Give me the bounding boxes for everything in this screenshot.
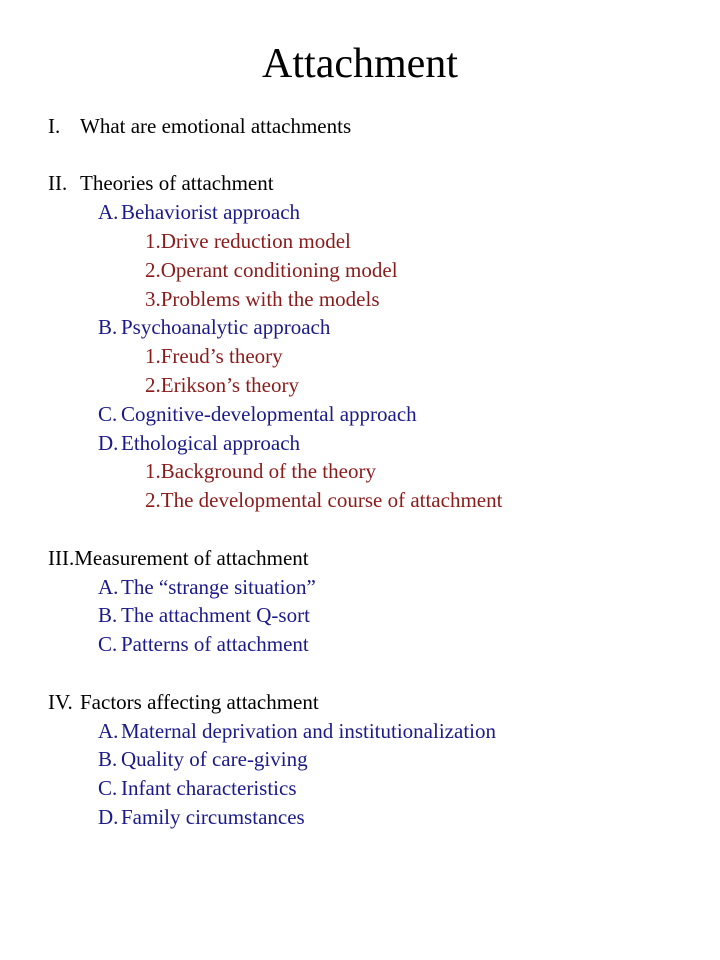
outline-item-number: 1. [145, 459, 161, 483]
outline-item-number: IV. [48, 690, 73, 714]
outline-item-number: I. [48, 114, 61, 138]
outline-item-text: Factors affecting attachment [80, 690, 319, 714]
outline-item-number: II. [48, 171, 68, 195]
outline-item-number: D. [98, 805, 119, 829]
outline-item-text: Drive reduction model [160, 229, 351, 253]
outline-item-level2 [98, 746, 308, 772]
outline-item-text: The developmental course of attachment [160, 488, 503, 512]
outline-item-level1 [48, 113, 351, 139]
outline-item-text: Infant characteristics [121, 776, 297, 800]
outline-item-number: D. [98, 431, 119, 455]
outline-item-number: 3. [145, 287, 161, 311]
outline-item-level1 [48, 689, 319, 715]
outline-item-text: Measurement of attachment [74, 546, 309, 570]
outline-item-text: Psychoanalytic approach [121, 315, 331, 339]
outline-item-text: Behaviorist approach [121, 200, 301, 224]
outline-item-number: C. [98, 776, 118, 800]
outline-item-text: Cognitive-developmental approach [121, 402, 417, 426]
outline-item-level1 [48, 545, 309, 571]
slide-title: Attachment [262, 41, 458, 87]
outline-item-level3 [145, 372, 299, 398]
outline-item-number: A. [98, 575, 119, 599]
outline-item-number: B. [98, 747, 118, 771]
outline-item-number: C. [98, 632, 118, 656]
outline-item-number: 1. [145, 229, 161, 253]
outline-item-level1 [48, 170, 274, 196]
outline-item-number: A. [98, 200, 119, 224]
outline-item-level2 [98, 718, 496, 744]
outline-item-number: A. [98, 719, 119, 743]
outline-item-text: Maternal deprivation and institutionalization [121, 719, 496, 743]
outline-item-text: Family circumstances [121, 805, 305, 829]
outline-item-level2 [98, 804, 305, 830]
outline-item-number: B. [98, 603, 118, 627]
outline-item-text: Background of the theory [160, 459, 376, 483]
outline-item-level2 [98, 631, 309, 657]
outline-item-text: Operant conditioning model [160, 258, 398, 282]
outline-item-text: The “strange situation” [121, 575, 316, 599]
outline-item-number: B. [98, 315, 118, 339]
outline-item-level2 [98, 314, 330, 340]
outline-item-level2 [98, 401, 417, 427]
outline-item-level2 [98, 602, 310, 628]
outline-item-text: Patterns of attachment [121, 632, 309, 656]
outline-item-number: 2. [145, 488, 161, 512]
outline-item-number: 2. [145, 373, 161, 397]
outline-item-level3 [145, 228, 351, 254]
outline-item-number: 1. [145, 344, 161, 368]
outline-item-text: The attachment Q-sort [121, 603, 310, 627]
outline-item-level2 [98, 574, 316, 600]
outline-item-text: Erikson’s theory [160, 373, 299, 397]
outline-item-number: 2. [145, 258, 161, 282]
outline-item-level3 [145, 257, 398, 283]
outline-item-number: III. [48, 546, 75, 570]
outline-item-text: Freud’s theory [160, 344, 283, 368]
outline-item-number: C. [98, 402, 118, 426]
outline-item-level3 [145, 458, 376, 484]
outline-item-level2 [98, 775, 297, 801]
outline-item-level3 [145, 487, 502, 513]
outline-item-level2 [98, 430, 300, 456]
outline-item-text: Problems with the models [160, 287, 380, 311]
outline-item-level3 [145, 286, 380, 312]
outline-item-text: What are emotional attachments [80, 114, 352, 138]
outline-item-text: Ethological approach [121, 431, 301, 455]
outline-item-text: Quality of care-giving [121, 747, 308, 771]
outline-item-level2 [98, 199, 300, 225]
outline-item-text: Theories of attachment [80, 171, 274, 195]
outline-item-level3 [145, 343, 283, 369]
